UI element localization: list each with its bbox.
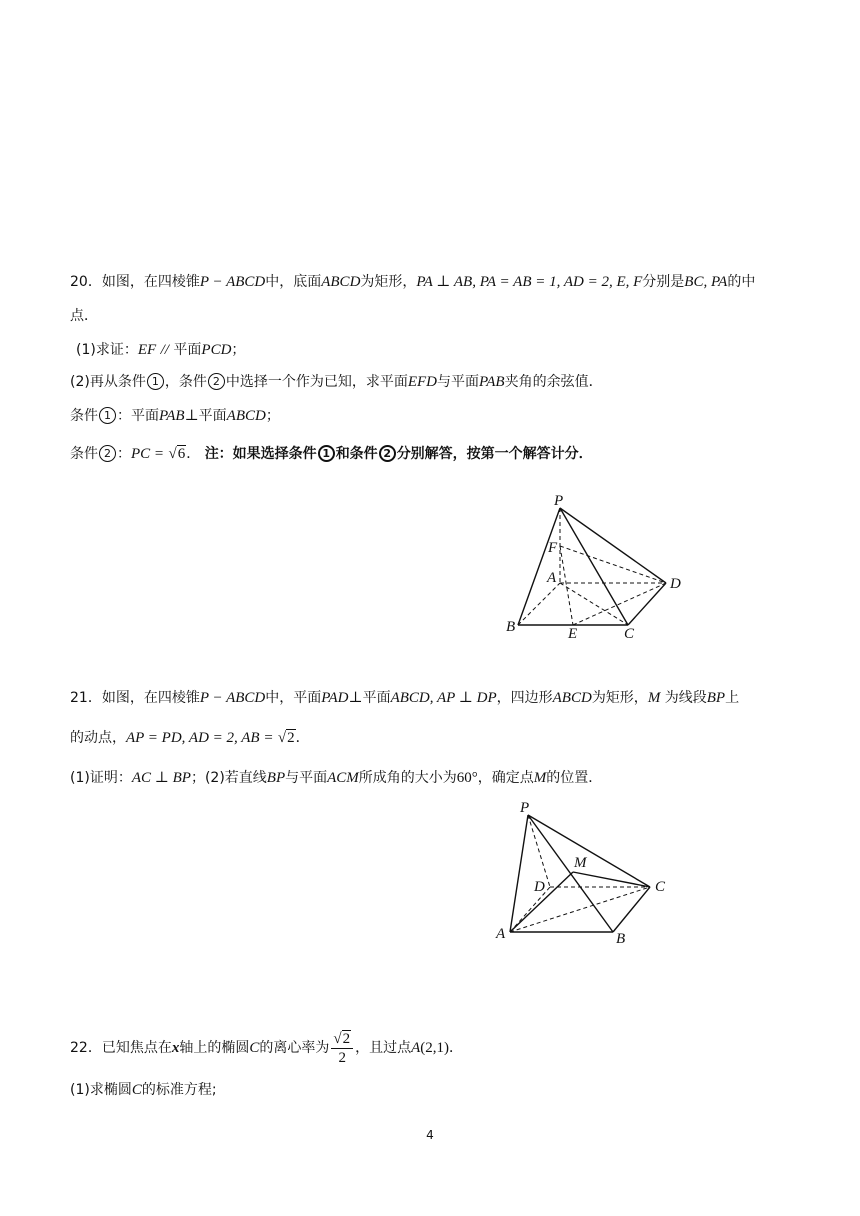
q22-line-1: 22．已知焦点在x轴上的椭圆C的离心率为 $\frac{√2}{2}$ ，且过点A(2,1)． bbox=[70, 1030, 463, 1066]
vertex-a: A bbox=[496, 926, 506, 942]
q20-part-1: (1)求证：EF // 平面PCD； bbox=[76, 342, 246, 358]
vertex-c: C bbox=[624, 626, 635, 640]
vertex-d: D bbox=[534, 879, 545, 895]
vertex-a: A bbox=[547, 570, 557, 586]
vertex-c: C bbox=[655, 879, 666, 895]
vertex-f: F bbox=[548, 540, 558, 556]
eccentricity-fraction: $\frac{√2}{2}$ bbox=[331, 1030, 353, 1067]
vertex-p: P bbox=[520, 800, 530, 816]
q20-condition-2: 条件 2 ：PC = √6． 注：如果选择条件 1 和条件 2 分别解答，按第一个解答计分． bbox=[70, 446, 593, 462]
circled-1: 1 bbox=[99, 407, 116, 424]
vertex-b: B bbox=[506, 619, 516, 635]
q21-figure bbox=[490, 795, 690, 950]
q20-line-2: 点． bbox=[70, 308, 98, 324]
vertex-e: E bbox=[568, 626, 578, 640]
page-number: 4 bbox=[426, 1128, 434, 1142]
q20-line-1: 20．如图，在四棱锥P − ABCD中，底面ABCD为矩形，PA ⊥ AB, PA = AB = 1, AD = 2, E, F分别是BC, PA的中 bbox=[70, 274, 756, 290]
q20-part-2: (2)再从条件 1 ，条件 2 中选择一个作为已知，求平面EFD与平面PAB夹角的余弦值． bbox=[70, 374, 603, 390]
q22-part-1: (1)求椭圆C的标准方程; bbox=[70, 1082, 217, 1098]
circled-2: 2 bbox=[208, 373, 225, 390]
circled-1: 1 bbox=[147, 373, 164, 390]
q21-line-1: 21．如图，在四棱锥P − ABCD中，平面PAD⊥平面ABCD, AP ⊥ DP，四边形ABCD为矩形，M 为线段BP上 bbox=[70, 690, 740, 706]
q20-figure bbox=[500, 490, 700, 640]
sqrt: √2 bbox=[277, 730, 295, 746]
circled-2: 2 bbox=[99, 445, 116, 462]
q20-note: 注：如果选择条件 1 和条件 2 分别解答，按第一个解答计分． bbox=[204, 446, 593, 462]
q20-condition-1: 条件 1 ：平面PAB⊥平面ABCD； bbox=[70, 408, 280, 424]
vertex-d: D bbox=[670, 576, 681, 592]
q21-line-2: 的动点，AP = PD, AD = 2, AB = √2． bbox=[70, 730, 310, 746]
q21-parts: (1)证明：AC ⊥ BP；(2)若直线BP与平面ACM所成角的大小为60°，确定点M的位置． bbox=[70, 770, 603, 786]
vertex-b: B bbox=[616, 931, 626, 947]
sqrt: √6 bbox=[168, 446, 186, 462]
vertex-m: M bbox=[574, 855, 587, 871]
vertex-p: P bbox=[554, 493, 564, 509]
